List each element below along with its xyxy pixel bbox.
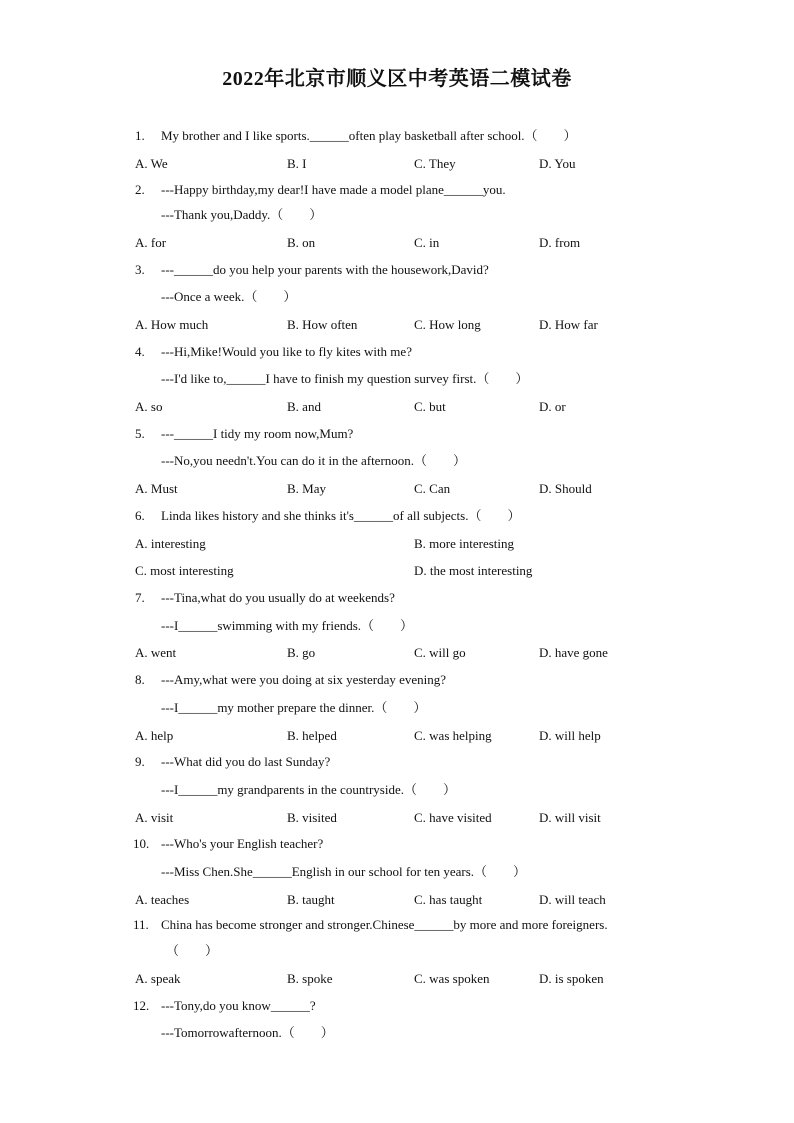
question-text: ---I______swimming with my friends.（ ） [161,618,414,633]
page-title: 2022年北京市顺义区中考英语二模试卷 [222,68,572,90]
question-number: 9. [135,754,145,769]
option-b: B. spoke [287,971,333,986]
option-b: B. How often [287,317,358,332]
question-text: （ ） [166,943,219,958]
question-number: 10. [133,836,150,851]
question-number: 6. [135,508,145,523]
option-a: A. interesting [135,536,206,551]
option-c: C. but [414,399,446,414]
option-c: C. most interesting [135,563,234,578]
option-c: C. They [414,156,456,171]
option-c: C. have visited [414,810,492,825]
option-a: A. for [135,235,167,250]
option-b: B. visited [287,810,337,825]
option-d: D. will visit [539,810,601,825]
option-d: D. is spoken [539,971,604,986]
question-text: ---Happy birthday,my dear!I have made a model plane______you. [161,182,506,197]
option-c: C. has taught [414,892,483,907]
question-text: ---Tony,do you know______? [161,998,316,1013]
question-text: ---What did you do last Sunday? [161,754,331,769]
question-text: ---I'd like to,______I have to finish my question survey first.（ ） [161,371,529,386]
question-text: ---______I tidy my room now,Mum? [161,426,354,441]
question-number: 1. [135,128,145,143]
option-c: C. will go [414,645,466,660]
question-text: China has become stronger and stronger.Chinese______by more and more foreigners. [161,917,608,932]
question-text: ---No,you needn't.You can do it in the afternoon.（ ） [161,453,467,468]
question-number: 7. [135,590,145,605]
option-c: C. was spoken [414,971,490,986]
question-text: ---Tomorrowafternoon.（ ） [161,1025,334,1040]
option-d: D. You [539,156,576,171]
option-c: C. Can [414,481,451,496]
option-a: A. went [135,645,177,660]
option-a: A. help [135,728,174,743]
question-text: ---Who's your English teacher? [161,836,324,851]
option-b: B. more interesting [414,536,515,551]
question-number: 5. [135,426,145,441]
question-text: ---Tina,what do you usually do at weekends? [161,590,395,605]
question-number: 4. [135,344,145,359]
option-b: B. on [287,235,316,250]
question-number: 8. [135,672,145,687]
option-a: A. Must [135,481,178,496]
question-text: ---Hi,Mike!Would you like to fly kites with me? [161,344,412,359]
option-d: D. or [539,399,566,414]
question-text: ---Amy,what were you doing at six yesterday evening? [161,672,447,687]
question-text: Linda likes history and she thinks it's______of all subjects.（ ） [161,508,521,523]
question-text: My brother and I like sports.______often play basketball after school.（ ） [161,128,577,143]
option-a: A. We [135,156,168,171]
option-a: A. visit [135,810,174,825]
option-b: B. helped [287,728,337,743]
question-number: 3. [135,262,145,277]
question-number: 2. [135,182,145,197]
option-d: D. How far [539,317,598,332]
option-d: D. Should [539,481,592,496]
option-c: C. was helping [414,728,492,743]
option-d: D. the most interesting [414,563,533,578]
question-number: 12. [133,998,150,1013]
option-a: A. so [135,399,163,414]
question-text: ---I______my mother prepare the dinner.（ ） [161,700,427,715]
option-b: B. I [287,156,307,171]
option-d: D. will help [539,728,601,743]
option-a: A. teaches [135,892,190,907]
option-c: C. in [414,235,440,250]
question-text: ---I______my grandparents in the countryside.（ ） [161,782,456,797]
question-text: ---______do you help your parents with the housework,David? [161,262,489,277]
question-number: 11. [133,917,149,932]
option-b: B. and [287,399,321,414]
option-b: B. go [287,645,316,660]
option-d: D. have gone [539,645,608,660]
question-text: ---Thank you,Daddy.（ ） [161,207,323,222]
question-text: ---Miss Chen.She______English in our school for ten years.（ ） [161,864,527,879]
option-b: B. taught [287,892,335,907]
option-c: C. How long [414,317,481,332]
option-a: A. speak [135,971,181,986]
option-a: A. How much [135,317,209,332]
question-text: ---Once a week.（ ） [161,289,297,304]
option-b: B. May [287,481,326,496]
option-d: D. from [539,235,581,250]
option-d: D. will teach [539,892,606,907]
